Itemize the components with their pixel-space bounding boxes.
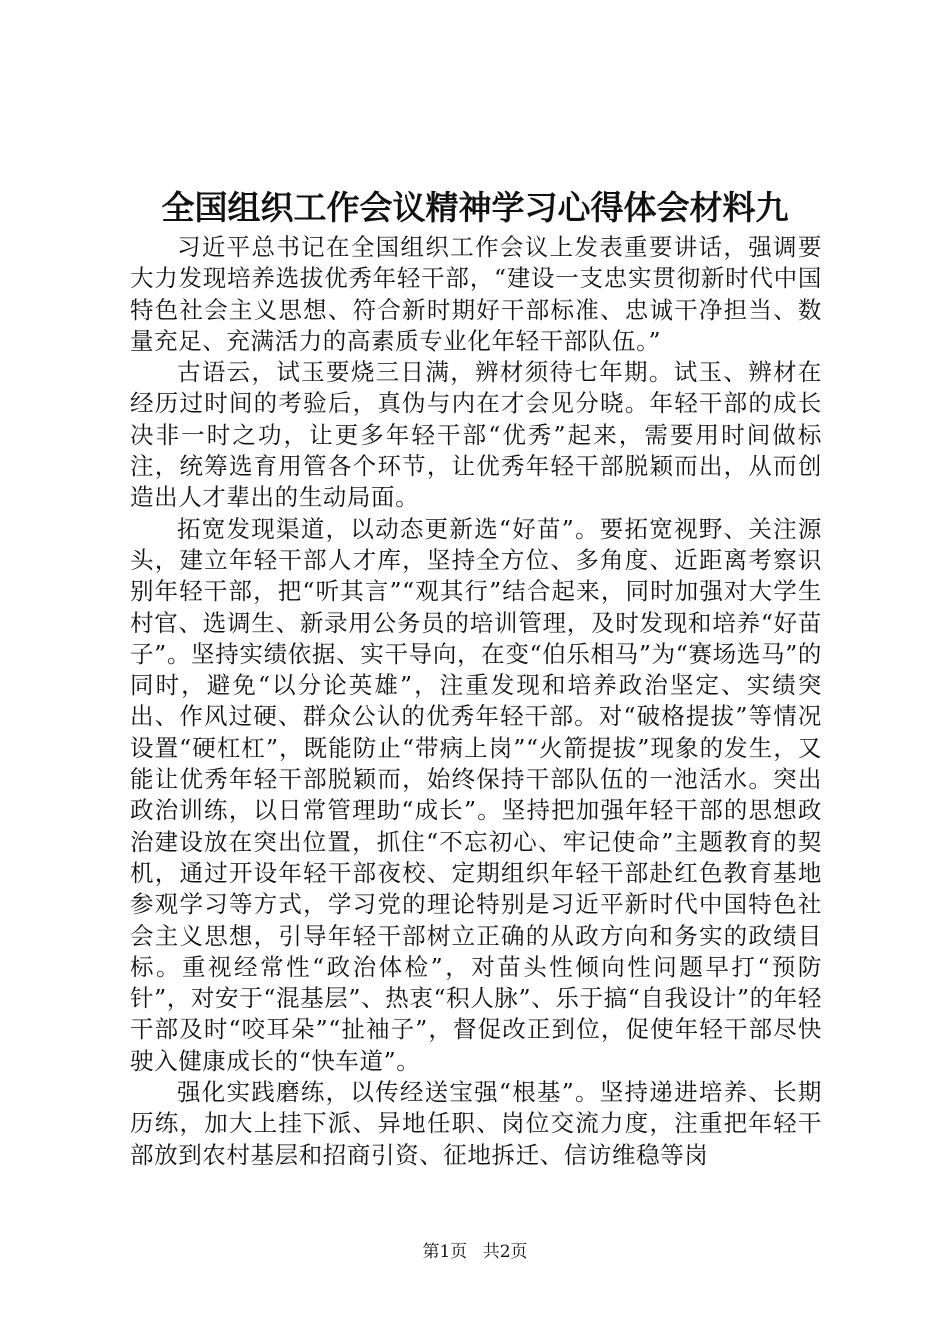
page-footer (0, 1240, 950, 1264)
paragraph-1: 习近平总书记在全国组织工作会议上发表重要讲话，强调要大力发现培养选拔优秀年轻干部，“建设一支忠实贯彻新时代中国特色社会主义思想、符合新时期好干部标准、忠诚干净担当、数量充足、充满活力的高素质专业化年轻干部队伍。” (130, 233, 822, 355)
page-total: 共2页 (482, 1242, 528, 1262)
document-body (130, 232, 822, 1171)
document-title: 全国组织工作会议精神学习心得体会材料九 (161, 188, 789, 227)
paragraph-2: 古语云，试玉要烧三日满，辨材须待七年期。试玉、辨材在经历过时间的考验后，真伪与内在才会见分晓。年轻干部的成长决非一时之功，让更多年轻干部“优秀”起来，需要用时间做标注，统筹选育用管各个环节，让优秀年轻干部脱颖而出，从而创造出人才辈出的生动局面。 (130, 358, 822, 512)
paragraph-3: 拓宽发现渠道，以动态更新选“好苗”。要拓宽视野、关注源头，建立年轻干部人才库，坚持全方位、多角度、近距离考察识别年轻干部，把“听其言”“观其行”结合起来，同时加强对大学生村官、选调生、新录用公务员的培训管理，及时发现和培养“好苗子”。坚持实绩依据、实干导向，在变“伯乐相马”为“赛场选马”的同时，避免“以分论英雄”，注重发现和培养政治坚定、实绩突出、作风过硬、群众公认的优秀年轻干部。对“破格提拔”等情况设置“硬杠杠”，既能防止“带病上岗”“火箭提拔”现象的发生，又能让优秀年轻干部脱颖而，始终保持干部队伍的一池活水。突出政治训练，以日常管理助“成长”。坚持把加强年轻干部的思想政治建设放在突出位置，抓住“不忘初心、牢记使命”主题教育的契机，通过开设年轻干部夜校、定期组织年轻干部赴红色教育基地参观学习等方式，学习党的理论特别是习近平新时代中国特色社会主义思想，引导年轻干部树立正确的从政方向和务实的政绩目标。重视经常性“政治体检”，对苗头性倾向性问题早打“预防针”，对安于“混基层”、热衷“积人脉”、乐于搞“自我设计”的年轻干部及时“咬耳朵”“扯袖子”，督促改正到位，促使年轻干部尽快驶入健康成长的“快车道”。 (130, 514, 822, 1075)
page-number: 第1页 (422, 1242, 468, 1262)
paragraph-4: 强化实践磨练，以传经送宝强“根基”。坚持递进培养、长期历练，加大上挂下派、异地任职、岗位交流力度，注重把年轻干部放到农村基层和招商引资、征地拆迁、信访维稳等岗 (130, 1078, 822, 1169)
